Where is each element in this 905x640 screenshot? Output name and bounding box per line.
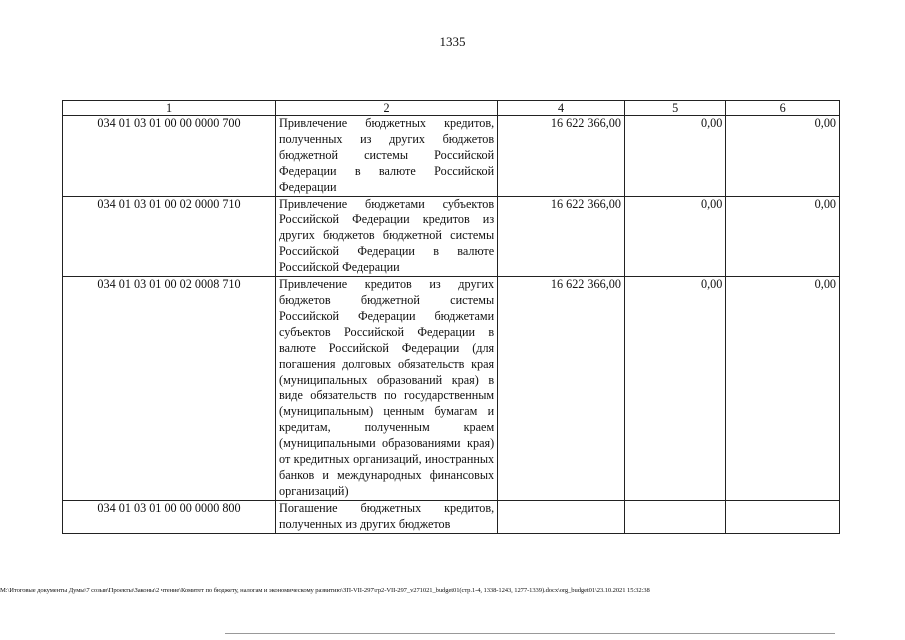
- amount-col5-cell: 0,00: [624, 196, 725, 277]
- budget-code-cell: 034 01 03 01 00 02 0000 710: [63, 196, 276, 277]
- table-header-row: [63, 101, 840, 116]
- description-cell: Погашение бюджетных кредитов, полученных из других бюджетов: [276, 500, 498, 533]
- amount-col4-cell: 16 622 366,00: [498, 196, 625, 277]
- budget-code-cell: 034 01 03 01 00 00 0000 700: [63, 116, 276, 197]
- column-header-1: 1: [63, 101, 276, 116]
- amount-col6-cell: [726, 500, 840, 533]
- amount-col4-cell: 16 622 366,00: [498, 277, 625, 501]
- column-header-6: 6: [726, 101, 840, 116]
- description-cell: Привлечение кредитов из других бюджетов бюджетной системы Российской Федерации бюджетами субъектов Российской Федерации в валюте Российской Федерации (для погашения долговых обязательств края (муниципальных образований края) в виде обязательств по государственным (муниципальным) ценным бумагам и кредитам, полученным краем (муниципальными образованиями края) от кредитных организаций, иностранных банков и международных финансовых организаций): [276, 277, 498, 501]
- amount-col5-cell: 0,00: [624, 277, 725, 501]
- column-header-4: 4: [498, 101, 625, 116]
- table-row: [63, 500, 840, 533]
- column-header-5: 5: [624, 101, 725, 116]
- amount-col6-cell: 0,00: [726, 277, 840, 501]
- document-path-footer: M:\Итоговые документы Думы\7 созыв\Проекты\Законы\2 чтение\Комитет по бюджету, налогам и экономическому развитию\ЗП-VII-297\гр2-VII-297_v271021_budget01(стр.1-4, 1338-1243, 1277-1339).docx\org_budget01\23.10.2021 15:32:38: [0, 587, 650, 594]
- scan-edge-line: [225, 633, 835, 634]
- page-number: 1335: [439, 34, 466, 49]
- amount-col4-cell: [498, 500, 625, 533]
- amount-col6-cell: 0,00: [726, 116, 840, 197]
- budget-code-cell: 034 01 03 01 00 00 0000 800: [63, 500, 276, 533]
- amount-col4-cell: 16 622 366,00: [498, 116, 625, 197]
- amount-col5-cell: 0,00: [624, 116, 725, 197]
- table-row: [63, 116, 840, 197]
- budget-code-cell: 034 01 03 01 00 02 0008 710: [63, 277, 276, 501]
- table-row: [63, 277, 840, 501]
- description-cell: Привлечение бюджетных кредитов, полученных из других бюджетов бюджетной системы Российской Федерации в валюте Российской Федерации: [276, 116, 498, 197]
- column-header-2: 2: [276, 101, 498, 116]
- amount-col5-cell: [624, 500, 725, 533]
- amount-col6-cell: 0,00: [726, 196, 840, 277]
- table-row: [63, 196, 840, 277]
- budget-table: [62, 100, 840, 534]
- description-cell: Привлечение бюджетами субъектов Российской Федерации кредитов из других бюджетов бюджетной системы Российской Федерации в валюте Российской Федерации: [276, 196, 498, 277]
